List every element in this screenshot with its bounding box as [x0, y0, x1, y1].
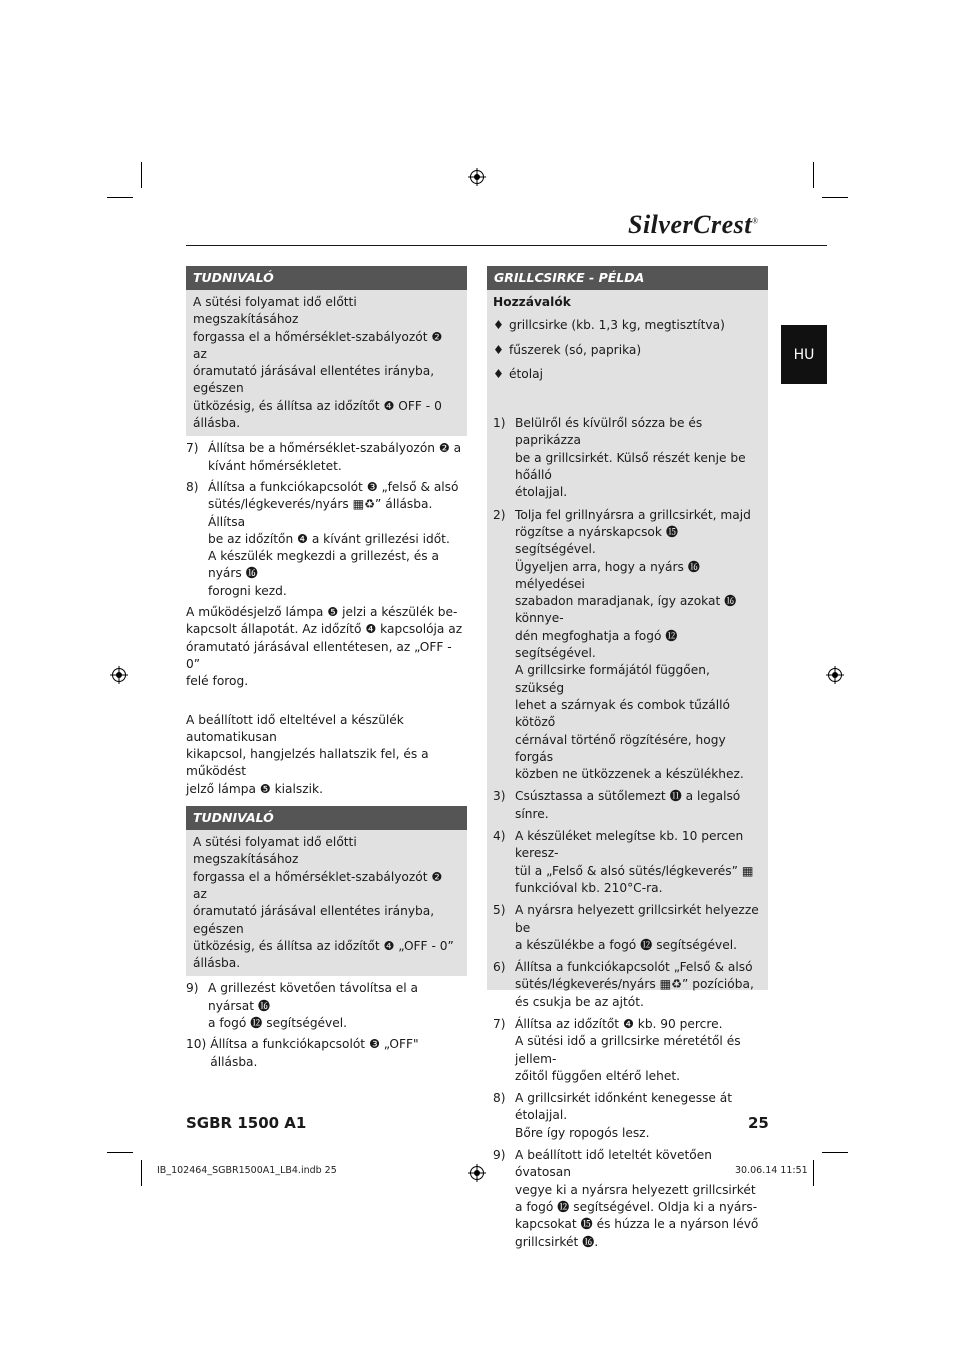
registration-mark-left-icon: [110, 666, 128, 684]
note-heading: TUDNIVALÓ: [186, 806, 467, 830]
print-slug-date: 30.06.14 11:51: [735, 1165, 808, 1176]
recipe-step: 8) A grillcsirkét időnként kenegesse át étolajjal. Bőre így ropogós lesz.: [493, 1091, 733, 1140]
step-10: 10) Állítsa a funkciókapcsolót ❸ „OFF" állásba.: [186, 1037, 419, 1069]
ingredient-item: ♦ fűszerek (só, paprika): [493, 342, 642, 357]
paragraph-auto-off: A beállított idő elteltével a készülék automatikusan kikapcsol, hangjelzés hallatszik fel, és a működést jelző lámpa ❺ kialszik.: [186, 712, 429, 796]
left-column: [186, 266, 467, 1071]
step-7: 7) Állítsa be a hőmérséklet-szabályozón ❷ a kívánt hőmérsékletet.: [186, 441, 462, 473]
recipe-step: 5) A nyársra helyezett grillcsirkét helyezze be a készülékbe a fogó ⓬ segítségével.: [493, 903, 759, 952]
recipe-step: 2) Tolja fel grillnyársra a grillcsirkét, majd rögzítse a nyárskapcsok ⓯ segítségével. Ügyeljen arra, hogy a nyárs ⓰ mélyedései szabadon maradjanak, így azokat ⓰ könnye- dén megfoghatja a fogó ⓬ segítségével. A grillcsirke formájától függően, szükség lehet a szárnyak és combok tűzálló kötöző cérnával történő rögzítésére, hogy forgás közben ne ütközzenek a készülékhez.: [493, 507, 751, 782]
print-slug-file: IB_102464_SGBR1500A1_LB4.indb 25: [157, 1165, 337, 1176]
recipe-step: 6) Állítsa a funkciókapcsolót „Felső & alsó sütés/légkeverés/nyárs ▦♻” pozícióba, és csukja be az ajtót.: [493, 960, 754, 1009]
ingredient-item: ♦ grillcsirke (kb. 1,3 kg, megtisztítva): [493, 318, 725, 333]
note-heading: TUDNIVALÓ: [186, 266, 467, 290]
step-9: 9) A grillezést követően távolítsa el a nyársat ⓰ a fogó ⓬ segítségével.: [186, 981, 419, 1030]
header-rule: [186, 245, 827, 246]
language-tab: HU: [781, 325, 827, 384]
note-box: A sütési folyamat idő előtti megszakításához forgassa el a hőmérséklet-szabályozót ❷ az óramutató járásával ellentétes irányba, egészen ütközésig, és állítsa az időzítőt ❹ „OFF - 0” állásba.: [186, 830, 467, 976]
page-number: 25: [748, 1114, 769, 1132]
brand-logo: SilverCrest®: [628, 210, 759, 239]
registration-mark-right-icon: [826, 666, 844, 684]
registration-mark-top-icon: [468, 168, 486, 186]
recipe-heading: GRILLCSIRKE - PÉLDA: [487, 266, 768, 290]
recipe-step: 3) Csúsztassa a sütőlemezt ⓫ a legalsó sínre.: [493, 789, 741, 821]
registration-mark-bottom-icon: [468, 1164, 486, 1182]
recipe-step: 9) A beállított idő leteltét követően óvatosan vegye ki a nyársra helyezett grillcsirkét a fogó ⓬ segítségével. Oldja ki a nyárs- kapcsokat ⓯ és húzza le a nyárson lévő grillcsirkét ⓰.: [493, 1148, 759, 1249]
model-number: SGBR 1500 A1: [186, 1114, 307, 1132]
note-box: A sütési folyamat idő előtti megszakításához forgassa el a hőmérséklet-szabályozót ❷ az óramutató járásával ellentétes irányba, egészen ütközésig, és állítsa az időzítőt ❹ OFF - 0 állásba.: [186, 290, 467, 436]
ingredients-title: Hozzávalók: [493, 295, 571, 309]
ingredient-item: ♦ étolaj: [493, 366, 543, 381]
recipe-steps: [493, 415, 762, 1251]
recipe-step: 1) Belülről és kívülről sózza be és paprikázza be a grillcsirkét. Külső részét kenje be hőálló étolajjal.: [493, 416, 746, 500]
step-8: 8) Állítsa a funkciókapcsolót ❸ „felső & alsó sütés/légkeverés/nyárs ▦♻” állásba. Állítsa be az időzítőn ❹ a kívánt grillezési időt. A készülék megkezdi a grillezést, és a nyárs ⓰ forogni kezd.: [186, 479, 459, 598]
recipe-step: 7) Állítsa az időzítőt ❹ kb. 90 percre. A sütési idő a grillcsirke méretétől és jellem- zőitől függően eltérő lehet.: [493, 1016, 741, 1083]
recipe-step: 4) A készüléket melegítse kb. 10 percen keresz- tül a „Felső & alsó sütés/légkeverés” ▦ funkcióval kb. 210°C-ra.: [493, 829, 754, 895]
paragraph-lamp: A működésjelző lámpa ❺ jelzi a készülék be- kapcsolt állapotát. Az időzítő ❹ kapcsolója az óramutató járásával ellentétesen, az „OFF - 0” felé forog.: [186, 605, 463, 689]
